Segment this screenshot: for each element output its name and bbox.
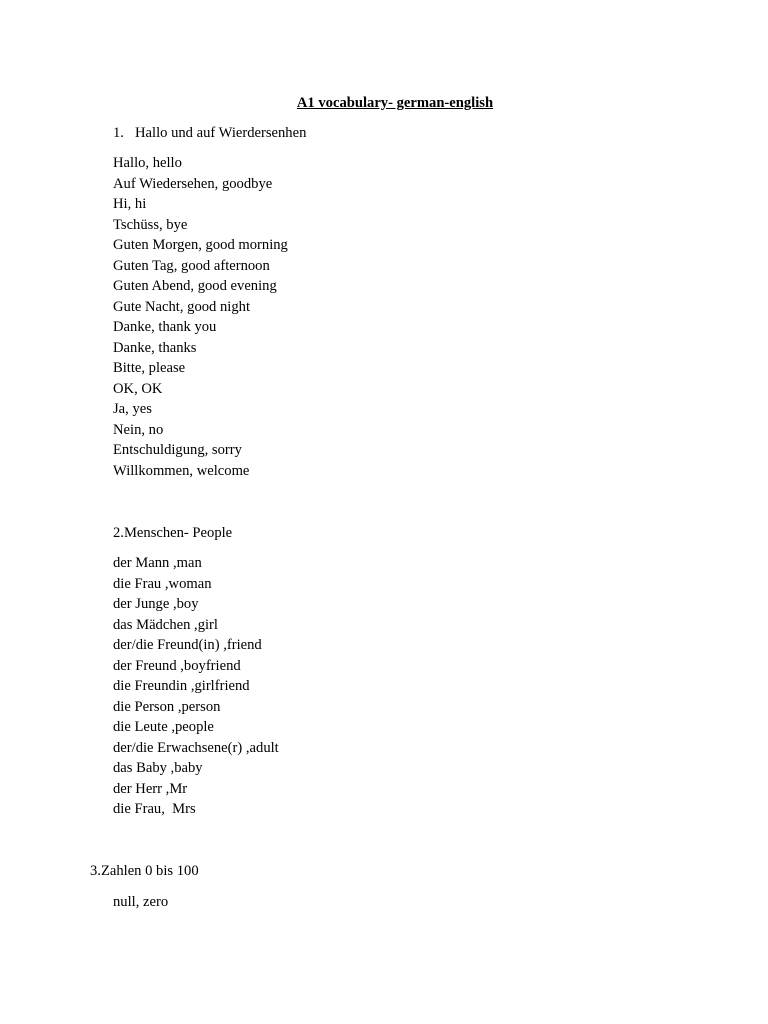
list-item: Gute Nacht, good night bbox=[113, 298, 250, 315]
list-item: der Mann ,man bbox=[113, 555, 202, 571]
section-heading-greetings bbox=[113, 124, 306, 142]
list-item: Entschuldigung, sorry bbox=[113, 442, 242, 458]
list-item: Guten Morgen, good morning bbox=[113, 237, 288, 253]
list-item: Auf Wiedersehen, goodbye bbox=[113, 175, 273, 192]
list-item: Bitte, please bbox=[113, 360, 186, 376]
vocabulary-list-numbers bbox=[113, 892, 168, 913]
section-number: 1. bbox=[113, 125, 124, 141]
section-heading-numbers: 3.Zahlen 0 bis 100 bbox=[90, 863, 199, 879]
list-item: Hallo, hello bbox=[113, 155, 182, 171]
list-item: Danke, thanks bbox=[113, 339, 197, 356]
list-item: das Mädchen ,girl bbox=[113, 616, 218, 633]
list-item: der Herr ,Mr bbox=[113, 780, 188, 797]
list-item: der/die Erwachsene(r) ,adult bbox=[113, 739, 279, 756]
list-item: das Baby ,baby bbox=[113, 760, 203, 776]
list-item: OK, OK bbox=[113, 380, 163, 397]
section-heading-people: 2.Menschen- People bbox=[113, 525, 233, 541]
list-item: Hi, hi bbox=[113, 196, 147, 212]
list-item: der Junge ,boy bbox=[113, 596, 199, 612]
list-item: Danke, thank you bbox=[113, 319, 217, 335]
section-heading-text: Hallo und auf Wierdersenhen bbox=[135, 125, 307, 141]
vocabulary-list-greetings bbox=[113, 153, 288, 481]
list-item: die Person ,person bbox=[113, 698, 221, 715]
document-title: A1 vocabulary- german-english bbox=[296, 95, 494, 111]
list-item: der Freund ,boyfriend bbox=[113, 657, 241, 674]
list-item: null, zero bbox=[113, 894, 169, 910]
list-item: Tschüss, bye bbox=[113, 216, 188, 233]
list-item: Willkommen, welcome bbox=[113, 462, 250, 479]
list-item: Ja, yes bbox=[113, 401, 152, 417]
list-item: die Frau ,woman bbox=[113, 575, 212, 592]
list-item: die Frau, Mrs bbox=[113, 801, 196, 817]
list-item: Guten Abend, good evening bbox=[113, 278, 277, 294]
list-item: die Freundin ,girlfriend bbox=[113, 678, 250, 694]
list-item: die Leute ,people bbox=[113, 719, 214, 735]
vocabulary-list-people bbox=[113, 553, 279, 820]
list-item: der/die Freund(in) ,friend bbox=[113, 637, 262, 653]
list-item: Nein, no bbox=[113, 421, 164, 438]
list-item: Guten Tag, good afternoon bbox=[113, 257, 270, 274]
